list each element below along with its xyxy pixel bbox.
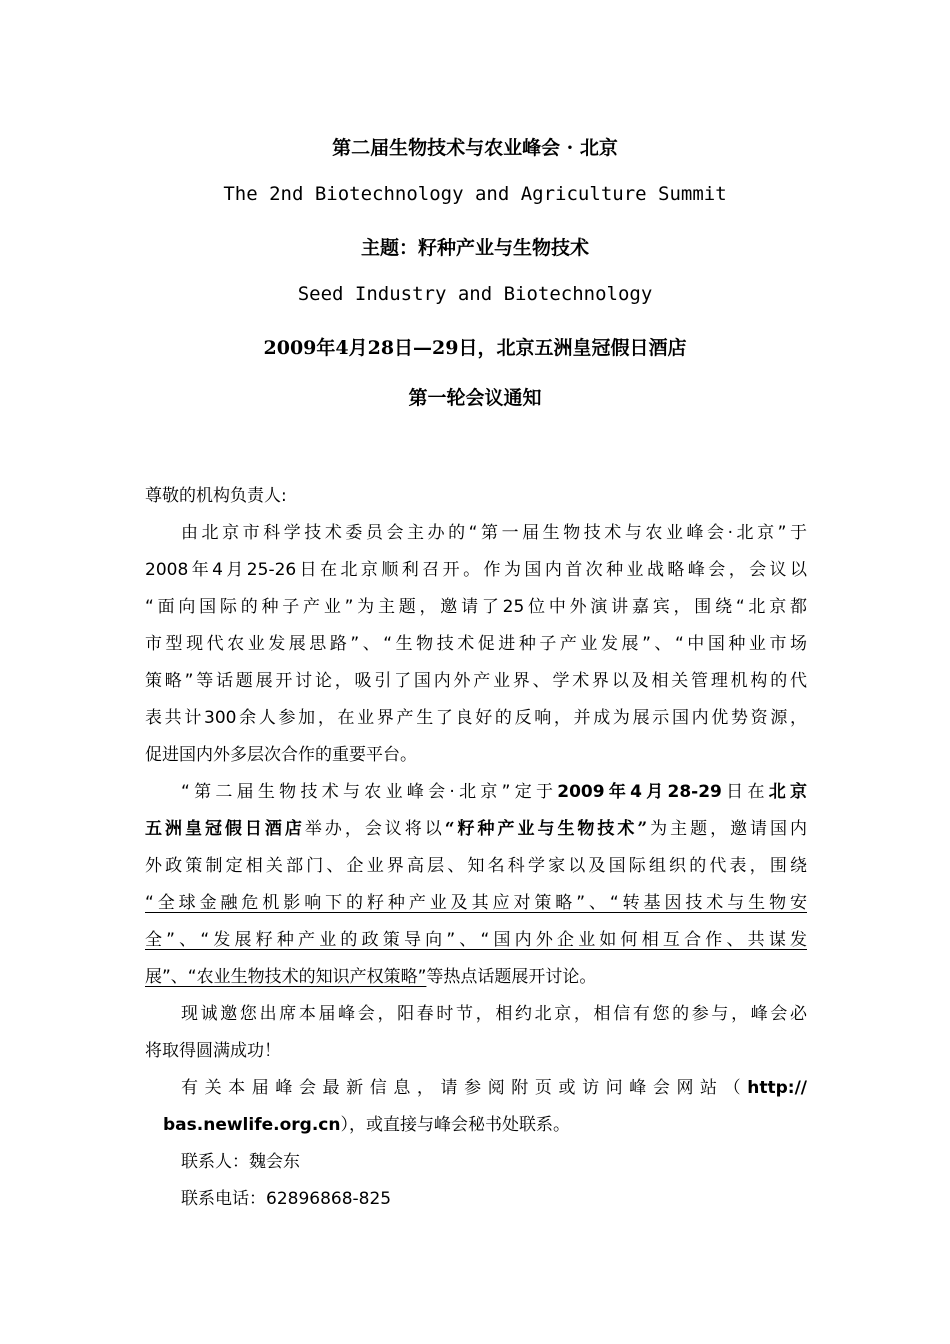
contact-phone-line: [145, 1181, 807, 1218]
paragraph-2-line: [145, 811, 807, 848]
contact-person-text: 联系人：魏会东: [181, 1152, 300, 1172]
contact-phone-number: 62896868-825: [266, 1189, 392, 1209]
p2-venue: 五洲皇冠假日酒店: [145, 819, 305, 839]
paragraph-4-line: [145, 1107, 807, 1144]
paragraph-2-line: 外政策制定相关部门、企业界高层、知名科学家以及国际组织的代表，围绕: [145, 856, 807, 876]
p4-text: 有关本届峰会最新信息，请参阅附页或访问峰会网站（: [181, 1078, 748, 1098]
paragraph-1-line: 由北京市科学技术委员会主办的“第一届生物技术与农业峰会·北京”于: [181, 523, 807, 543]
p2-theme: “籽种产业与生物技术”: [444, 819, 648, 839]
date-venue: 2009年4月28日—29日，北京五洲皇冠假日酒店: [263, 337, 687, 359]
theme-en: Seed Industry and Biotechnology: [297, 283, 653, 305]
paragraph-1: [145, 515, 807, 774]
paragraph-3: [145, 996, 807, 1070]
p2-text: 等热点话题展开讨论。: [426, 967, 597, 987]
paragraph-2-line: “全球金融危机影响下的籽种产业及其应对策略”、“转基因技术与生物安: [145, 893, 807, 913]
p2-text: “第二届生物技术与农业峰会·北京”定于: [181, 782, 558, 802]
paragraph-3-line: 现诚邀您出席本届峰会，阳春时节，相约北京，相信有您的参与，峰会必: [181, 1004, 807, 1024]
paragraph-1-line: 表共计300余人参加，在业界产生了良好的反响，并成为展示国内优势资源，: [145, 708, 807, 728]
paragraph-1-line: 促进国内外多层次合作的重要平台。: [145, 745, 417, 765]
paragraph-2: [145, 774, 807, 996]
theme-cn: 主题：籽种产业与生物技术: [360, 237, 589, 259]
website-url-part2[interactable]: bas.newlife.org.cn: [163, 1115, 341, 1135]
contact-phone-label: 联系电话：: [181, 1189, 266, 1209]
paragraph-3-line: 将取得圆满成功！: [145, 1041, 281, 1061]
paragraph-4: [145, 1070, 807, 1144]
p2-underlined-topics: 展”、“农业生物技术的知识产权策略”: [145, 967, 427, 987]
contact-phone: [145, 1181, 807, 1218]
p4-text: ），或直接与峰会秘书处联系。: [340, 1115, 570, 1135]
paragraph-1-line: 市型现代农业发展思路”、“生物技术促进种子产业发展”、“中国种业市场: [145, 634, 807, 654]
paragraph-4-line: [145, 1070, 807, 1107]
contact-person: [145, 1144, 807, 1181]
paragraph-1-line: 策略”等话题展开讨论，吸引了国内外产业界、学术界以及相关管理机构的代: [145, 671, 807, 691]
p2-city: 北京: [768, 782, 807, 802]
paragraph-2-line: 全”、“发展籽种产业的政策导向”、“国内外企业如何相互合作、共谋发: [145, 930, 807, 950]
title-cn: 第二届生物技术与农业峰会 · 北京: [332, 137, 618, 159]
notice-title: 第一轮会议通知: [408, 387, 542, 409]
website-url-part1[interactable]: http://: [747, 1078, 807, 1098]
title-en: The 2nd Biotechnology and Agriculture Summit: [223, 183, 727, 205]
p2-text: 日在: [721, 782, 769, 802]
paragraph-1-line: “面向国际的种子产业”为主题，邀请了25位中外演讲嘉宾，围绕“北京都: [145, 597, 807, 617]
paragraph-2-line: [145, 774, 807, 811]
p2-text: 为主题，邀请国内: [647, 819, 808, 839]
paragraph-1-line: 2008年4月25-26日在北京顺利召开。作为国内首次种业战略峰会，会议以: [145, 560, 807, 580]
salutation: 尊敬的机构负责人:: [145, 486, 287, 506]
p2-text: 举办，会议将以: [304, 819, 445, 839]
paragraph-2-line: [145, 959, 807, 996]
p2-date: 2009年4月28-29: [557, 782, 722, 802]
